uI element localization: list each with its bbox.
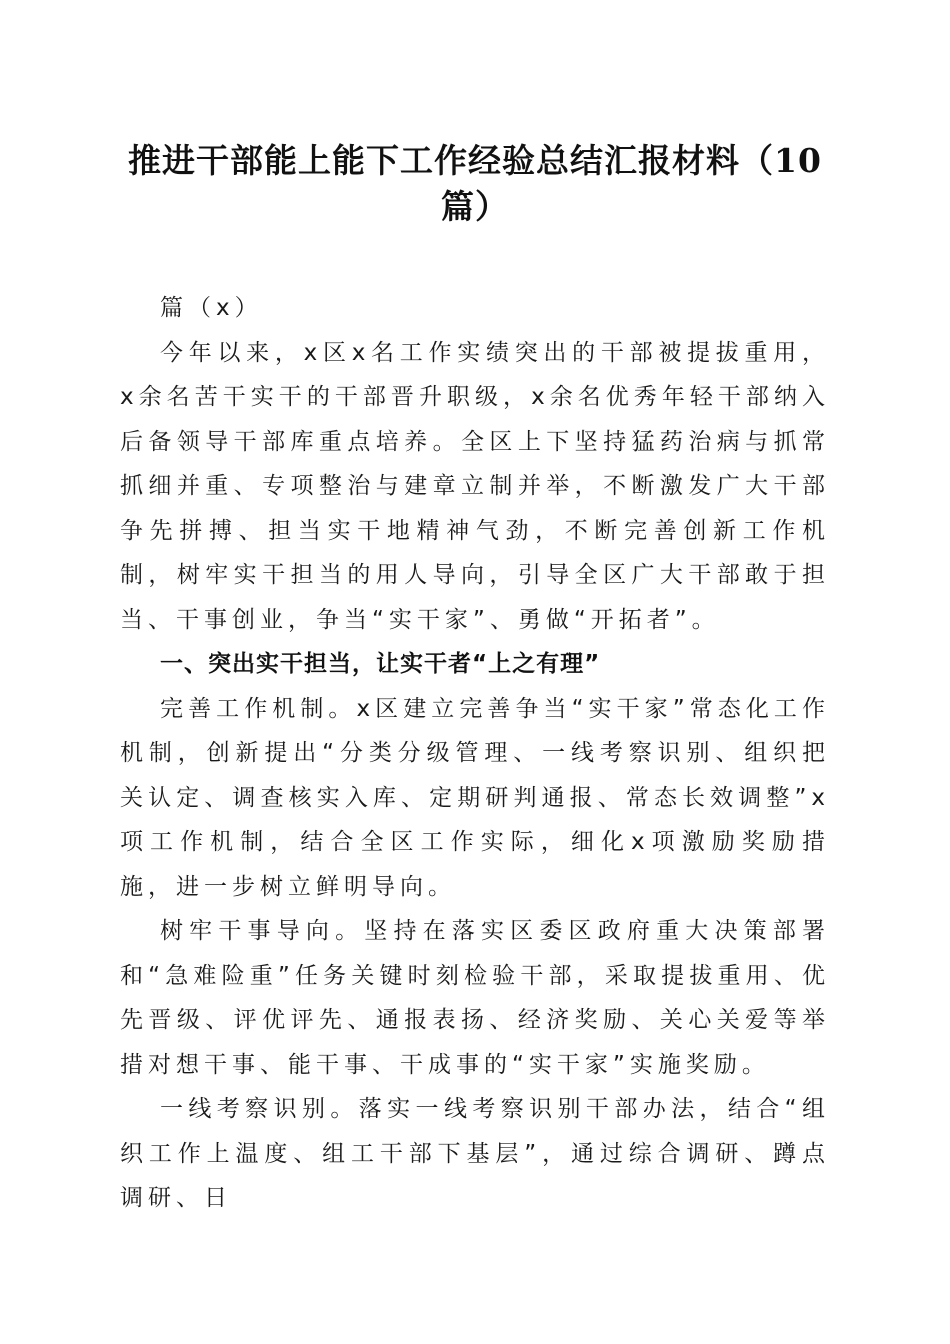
document-body bbox=[120, 286, 830, 1221]
section-marker: 篇（x） bbox=[160, 295, 263, 321]
document-title: 推进干部能上能下工作经验总结汇报材料（10篇） bbox=[128, 141, 822, 226]
paragraph-frontline-assessment: 一线考察识别。落实一线考察识别干部办法，结合“组织工作上温度、组工干部下基层”，通过综合调研、蹲点调研、日 bbox=[120, 1096, 830, 1211]
paragraph-work-orientation: 树牢干事导向。坚持在落实区委区政府重大决策部署和“急难险重”任务关键时刻检验干部，采取提拔重用、优先晋级、评优评先、通报表扬、经济奖励、关心关爱等举措对想干事、能干事、干成事的“实干家”实施奖励。 bbox=[120, 918, 830, 1078]
intro-paragraph: 今年以来，x区x名工作实绩突出的干部被提拔重用，x余名苦干实干的干部晋升职级，x余名优秀年轻干部纳入后备领导干部库重点培养。全区上下坚持猛药治病与抓常抓细并重、专项整治与建章立制并举，不断激发广大干部争先拼搏、担当实干地精神气劲，不断完善创新工作机制，树牢实干担当的用人导向，引导全区广大干部敢于担当、干事创业，争当“实干家”、勇做“开拓者”。 bbox=[120, 339, 830, 633]
paragraph-work-mechanism: 完善工作机制。x区建立完善争当“实干家”常态化工作机制，创新提出“分类分级管理、一线考察识别、组织把关认定、调查核实入库、定期研判通报、常态长效调整”x项工作机制，结合全区工作实际，细化x项激励奖励措施，进一步树立鲜明导向。 bbox=[120, 695, 830, 900]
section-heading-1: 一、突出实干担当，让实干者“上之有理” bbox=[160, 651, 601, 677]
